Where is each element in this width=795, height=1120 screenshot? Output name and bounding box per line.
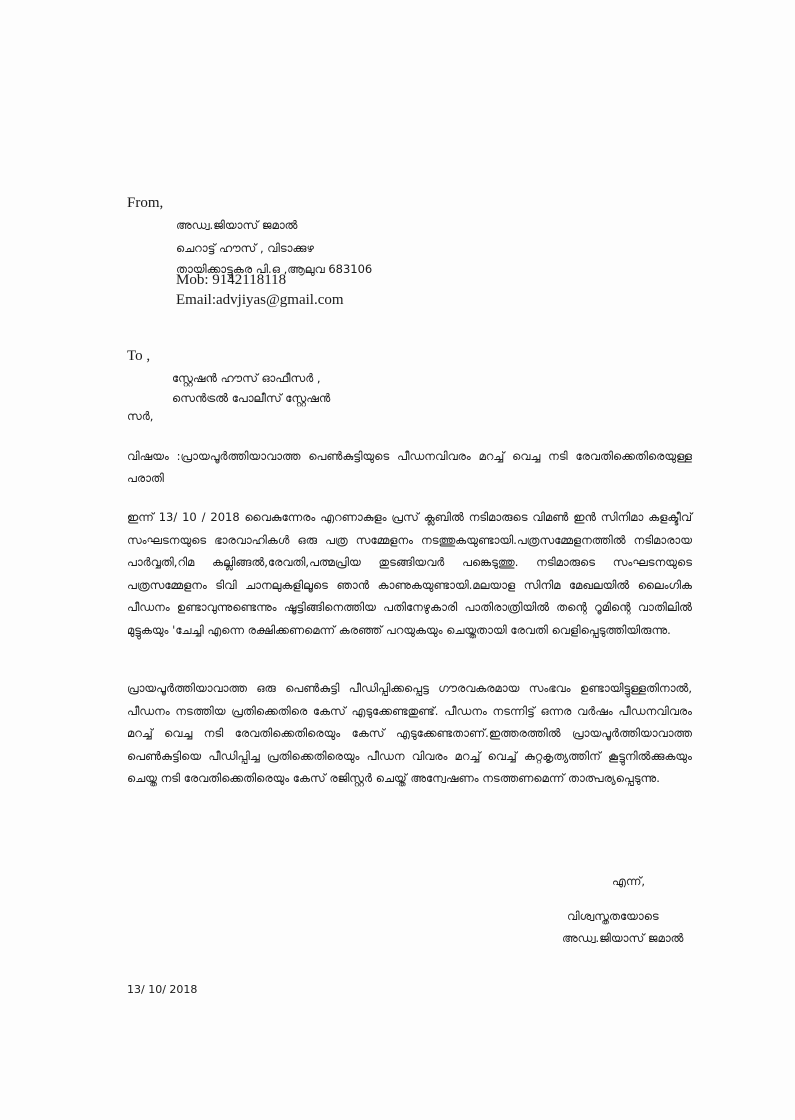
recipient-officer: സ്റ്റേഷൻ ഹൗസ് ഓഫീസർ , [172,371,321,385]
letter-date: 13/ 10/ 2018 [127,983,198,996]
sender-house: ചെറാട്ട് ഹൗസ് , വിടാക്കുഴ [176,241,314,255]
subject-line: വിഷയം :പ്രായപൂർത്തിയാവാത്ത പെൺകുട്ടിയുടെ പീഡനവിവരം മറച്ച് വെച്ച നടി രേവതിക്കെതിരെയുള്ള പരാതി [127,449,692,485]
salutation: സർ, [127,409,154,423]
closing-faithfully: വിശ്വസ്തതയോടെ [567,909,659,923]
sender-email: Email:advjiyas@gmail.com [176,292,344,308]
recipient-station: സെൻട്രൽ പോലീസ് സ്റ്റേഷൻ [172,391,331,405]
sender-mobile: Mob: 9142118118 [176,272,287,288]
to-label: To , [127,348,151,364]
sender-name: അഡ്വ.ജിയാസ് ജമാൽ [176,218,298,232]
closing-yours: എന്ന്, [612,874,646,888]
from-label: From, [127,195,164,211]
body-paragraph-1: ഇന്ന് 13/ 10 / 2018 വൈകുന്നേരം എറണാകുളം പ്രസ് ക്ലബിൽ നടിമാരുടെ വിമൺ ഇൻ സിനിമാ കളക്ടീവ് സംഘടനയുടെ ഭാരവാഹികൾ ഒരു പത്ര സമ്മേളനം നടത്തുകയുണ്ടായി.പത്രസമ്മേളനത്തിൽ നടിമാരായ പാർവ്വതി,റിമ കല്ലിങ്ങൽ,രേവതി,പത്മപ്രിയ തുടങ്ങിയവർ പങ്കെടുത്തു. നടിമാരുടെ സംഘടനയുടെ പത്രസമ്മേളനം ടിവി ചാനലുകളിലൂടെ ഞാൻ കാണുകയുണ്ടായി.മലയാള സിനിമ മേഖലയിൽ ലൈംഗിക പീഡനം ഉണ്ടാവുന്നുണ്ടെന്നും ഷൂട്ടിങ്ങിനെത്തിയ പതിനേഴുകാരി പാതിരാത്രിയിൽ തന്റെ റൂമിന്റെ വാതിലിൽ മുട്ടുകയും 'ചേച്ചി എന്നെ രക്ഷിക്കണമെന്ന് കരഞ്ഞ് പറയുകയും ചെയ്തതായി രേവതി വെളിപ്പെടുത്തിയിരുന്നു. [127,510,692,637]
body-paragraph-2: പ്രായപൂർത്തിയാവാത്ത ഒരു പെൺകുട്ടി പീഡിപ്പിക്കപ്പെട്ട ഗൗരവകരമായ സംഭവം ഉണ്ടായിട്ടുള്ളതിനാൽ, പീഡനം നടത്തിയ പ്രതിക്കെതിരെ കേസ് എടുക്കേണ്ടതുണ്ട്. പീഡനം നടന്നിട്ട് ഒന്നര വർഷം പീഡനവിവരം മറച്ച് വെച്ച നടി രേവതിക്കെതിരെയും കേസ് എടുക്കേണ്ടതാണ്.ഇത്തരത്തിൽ പ്രായപൂർത്തിയാവാത്ത പെൺകുട്ടിയെ പീഡിപ്പിച്ച പ്രതിക്കെതിരെയും പീഡന വിവരം മറച്ച് വെച്ച് കുറ്റകൃത്യത്തിന് കൂട്ടുനിൽക്കുകയും ചെയ്ത നടി രേവതിക്കെതിരെയും കേസ് രജിസ്റ്റർ ചെയ്ത് അന്വേഷണം നടത്തണമെന്ന് താത്പര്യപ്പെടുന്നു. [127,681,692,785]
signatory-name: അഡ്വ.ജിയാസ് ജമാൽ [562,931,684,945]
sender-address: തായിക്കാട്ടുകര പി.ഒ ,ആലുവ 683106 [176,262,373,276]
